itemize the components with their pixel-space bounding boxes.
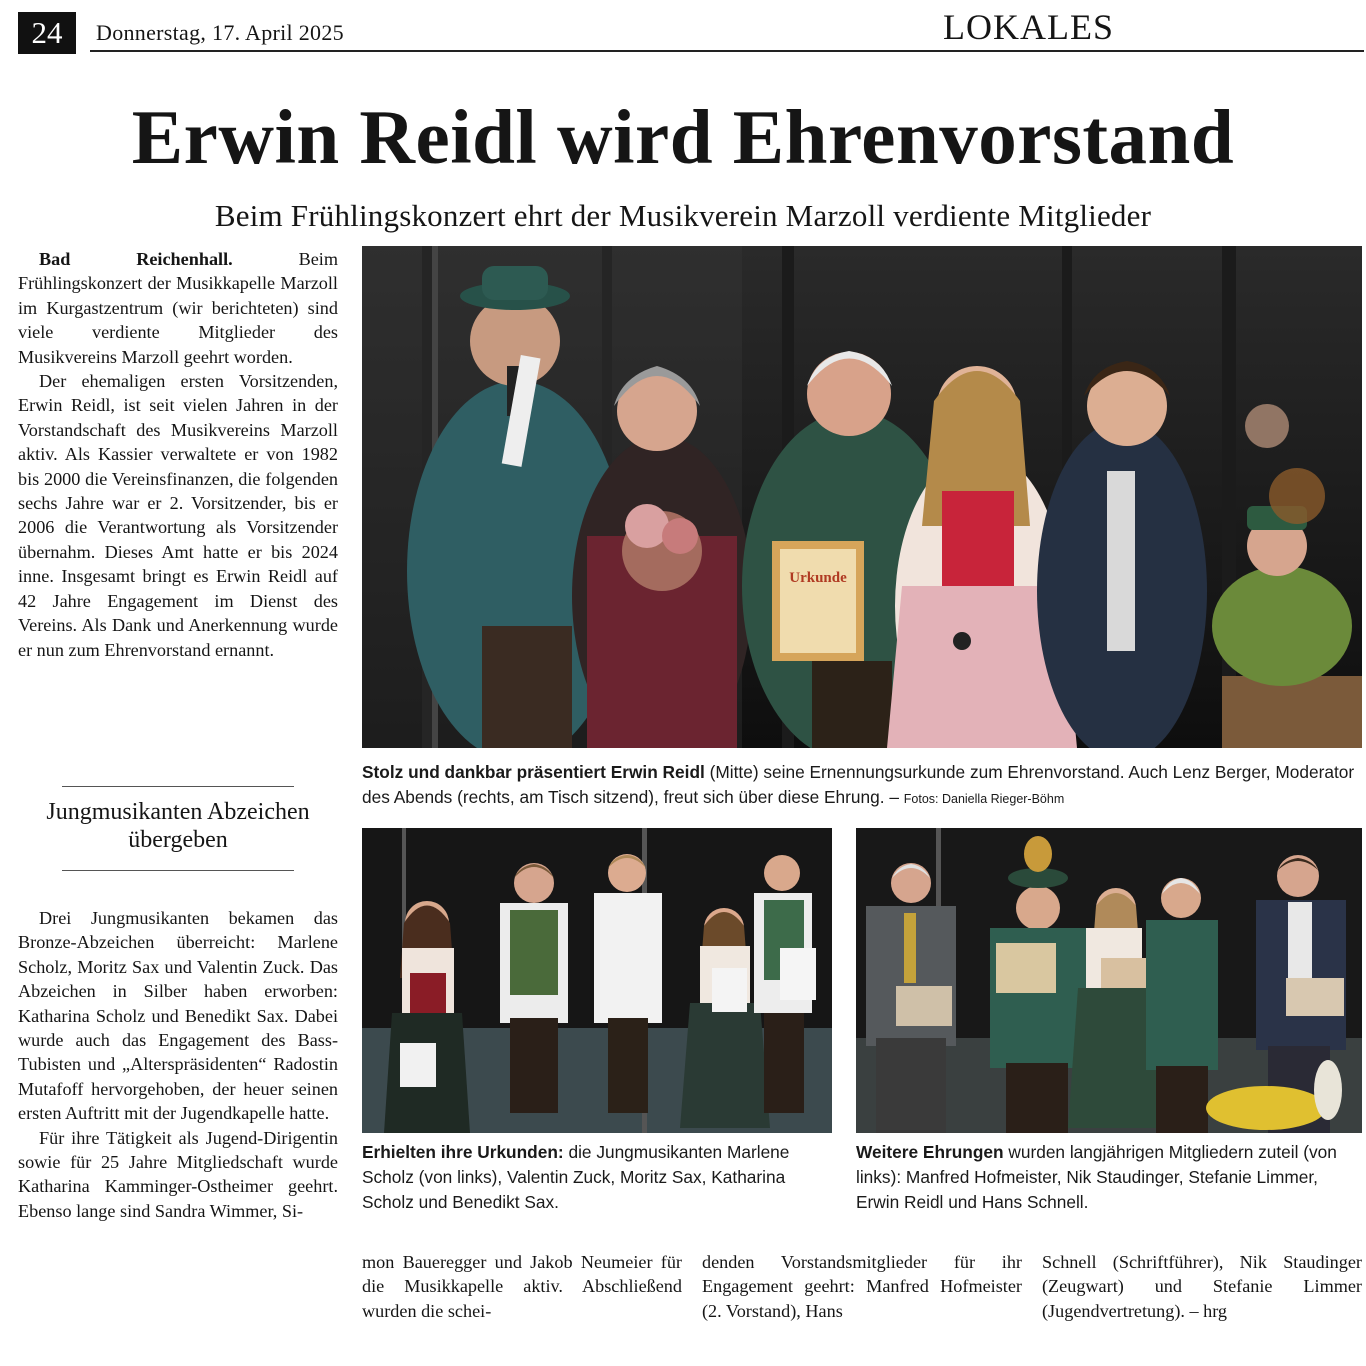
column-2 <box>362 1250 682 1323</box>
paragraph-1-text: Beim Frühlingskonzert der Musikkapelle Marzoll im Kurgastzentrum (wir berichteten) sind viele verdiente Mitglieder des Musikvereins Marzoll geehrt worden. <box>18 249 338 367</box>
subhead-rule-bottom <box>62 870 294 871</box>
column-3-text: denden Vorstandsmitglieder für ihr Engagement geehrt: Manfred Hofmeister (2. Vorstand), Hans <box>702 1252 1022 1321</box>
paragraph-4: Für ihre Tätigkeit als Jugend-Dirigentin sowie für 25 Jahre Mitgliedschaft wurde Katharina Kamminger-Ostheimer geehrt. Ebenso lange sind Sandra Wimmer, Si- <box>18 1127 338 1221</box>
left-column-bottom <box>18 906 338 1223</box>
certificate-title: Urkunde <box>789 570 847 586</box>
column-2-text: mon Baueregger und Jakob Neumeier für die Musikkapelle aktiv. Abschließend wurden die schei- <box>362 1252 682 1321</box>
honors-photo <box>856 828 1362 1133</box>
subhead: Jungmusikanten Abzeichen übergeben <box>46 799 310 853</box>
youth-caption <box>362 1140 832 1215</box>
issue-date: Donnerstag, 17. April 2025 <box>96 20 344 45</box>
main-caption <box>362 760 1364 812</box>
main-caption-lead: Stolz und dankbar präsentiert Erwin Reidl <box>362 762 705 782</box>
column-4 <box>1042 1250 1362 1323</box>
main-caption-text: (Mitte) seine Ernennungsurkunde zum Ehrenvorstand. Auch Lenz Berger, Moderator des Abends (rechts, am Tisch sitzend), freut sich über diese Ehrung. – <box>362 762 1355 807</box>
youth-photo <box>362 828 832 1133</box>
subheadline: Beim Frühlingskonzert ehrt der Musikverein Marzoll verdiente Mitglieder <box>214 198 1152 233</box>
column-3 <box>702 1250 1022 1323</box>
main-photo <box>362 246 1362 748</box>
section-label: LOKALES <box>943 7 1114 47</box>
subhead-rule-top <box>62 786 294 787</box>
left-column-top <box>18 247 338 662</box>
dateline: Bad Reichenhall. <box>39 249 233 269</box>
youth-caption-text: die Jungmusikanten Marlene Scholz (von links), Valentin Zuck, Moritz Sax, Katharina Scholz und Benedikt Sax. <box>362 1142 790 1212</box>
headline: Erwin Reidl wird Ehrenvorstand <box>131 94 1235 180</box>
honors-caption <box>856 1140 1362 1215</box>
paragraph-2: Der ehemaligen ersten Vorsitzenden, Erwin Reidl, ist seit vielen Jahren in der Vorstandschaft des Musikvereins Marzoll aktiv. Als Kassier verwaltete er von 1982 bis 2000 die Vereinsfinanzen, die folgenden sechs Jahre war er 2. Vorsitzender, bis er 2006 die Verantwortung als Vorsitzender übernahm. Dieses Amt hatte er bis 2024 inne. Insgesamt bringt es Erwin Reidl auf 42 Jahre Engagement im Dienst des Vereins. Als Dank und Anerkennung wurde er nun zum Ehrenvorstand ernannt. <box>18 371 338 660</box>
paragraph-3: Drei Jungmusikanten bekamen das Bronze-Abzeichen überreicht: Marlene Scholz, Moritz Sax und Valentin Zuck. Das Abzeichen in Silber haben erworben: Katharina Scholz und Benedikt Sax. Dabei wurde auch das Engagement des Bass-Tubisten und „Alterspräsidenten“ Radostin Mutafoff hervorgehoben, der heuer seinen ersten Auftritt mit der Jugendkapelle hatte. <box>18 908 338 1124</box>
honors-caption-lead: Weitere Ehrungen <box>856 1142 1004 1162</box>
paragraph-1 <box>18 247 338 369</box>
page-number: 24 <box>18 12 76 54</box>
honors-caption-text: wurden langjährigen Mitgliedern zuteil (von links): Manfred Hofmeister, Nik Staudinger, Stefanie Limmer, Erwin Reidl und Hans Schnell. <box>856 1142 1337 1212</box>
header-rule <box>90 50 1364 52</box>
youth-caption-lead: Erhielten ihre Urkunden: <box>362 1142 564 1162</box>
column-4-text: Schnell (Schriftführer), Nik Staudinger (Zeugwart) und Stefanie Limmer (Jugendvertretung). – hrg <box>1042 1252 1362 1321</box>
photo-credit: Fotos: Daniella Rieger-Böhm <box>903 792 1065 806</box>
